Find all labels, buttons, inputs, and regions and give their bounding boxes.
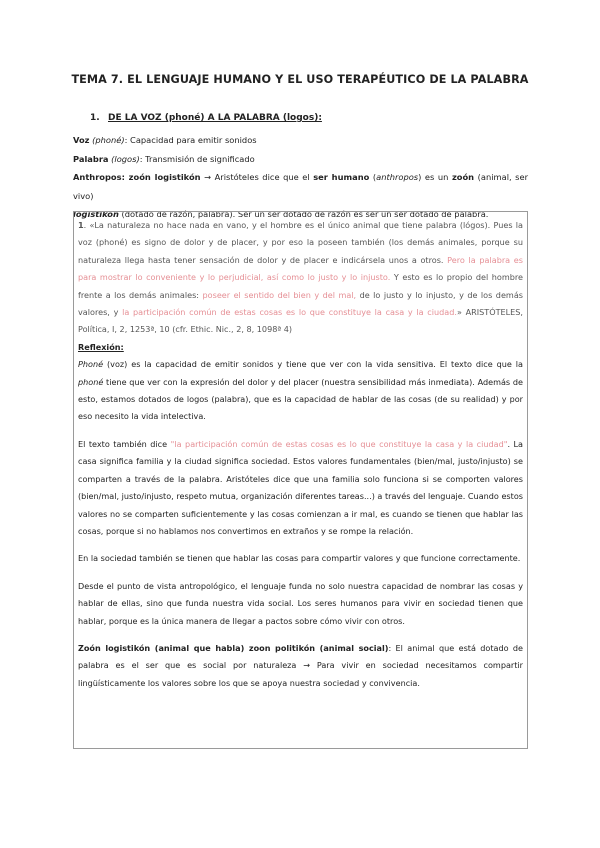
quote-number: 1	[78, 220, 84, 230]
definitions-block	[73, 131, 528, 224]
r2-text-b: . La casa significa familia y la ciudad significa sociedad. Estos valores fundamentales (bien/mal, justo/injusto) se comparten a través de la palabra. Aristóteles dice que una familia solo funciona si se comporten valores (bien/mal, justo/injusto, respeto mutua, organización diferentes tareas...) a través del lenguaje. Cuando estos valores no se comparten suficientemente y las cosas comienzan a ir mal, es cuando se tienen que hablar las cosas, porque si no hablamos nos convertimos en extraños y se rompe la relación.	[78, 438, 523, 536]
reflexion-paragraph-5	[78, 640, 523, 692]
r1-text-a: (voz) es la capacidad de emitir sonidos y tiene que ver con la vida sensitiva. El texto dice que la	[103, 359, 523, 370]
reflexion-paragraph-2	[78, 436, 523, 540]
def-logistikon-text: (dotado de razón, palabra). Ser un ser dotado de razón es ser un ser dotado de palabra.	[118, 209, 489, 219]
reflexion-paragraph-4: Desde el punto de vista antropológico, el lenguaje funda no solo nuestra capacidad de nombrar las cosas y hablar de ellas, sino que funda nuestra vida social. Los seres humanos para vivir en sociedad tienen que hablar, porque es la única manera de llegar a pactos sobre cómo vivir con otros.	[78, 580, 523, 626]
quote-text-a: . «La naturaleza no hace nada en vano, y el hombre es el único animal que tiene palabra (lógos). Pues la voz (phoné) es signo de dolor y de placer, y por eso la poseen también (los demás animales, porque su naturaleza llega hasta tener sensación de dolor y de placer e indicársela unos a otros.	[78, 220, 523, 265]
quote-highlight-2: poseer el sentido del bien y del mal,	[202, 289, 357, 300]
term-zoon: zoón	[451, 172, 475, 182]
r2-text-a: El texto también dice	[78, 438, 171, 449]
r2-highlight: "la participación común de estas cosas es lo que constituye la casa y la ciudad"	[170, 438, 508, 449]
section-number: 1.	[90, 113, 100, 123]
reflexion-heading: Reflexión:	[78, 341, 124, 352]
term-logistikon: logistikon	[73, 209, 119, 219]
term-anthropos-it: anthropos	[376, 172, 419, 182]
quote-text-c: de lo justo y lo injusto, y de los demás valores, y	[78, 289, 523, 318]
reflexion-paragraph-1	[78, 356, 523, 426]
term-voz: Voz	[73, 135, 90, 145]
def-animal: (animal, ser vivo)	[73, 172, 529, 201]
reflexion-paragraph-3: En la sociedad también se tienen que hablar las cosas para compartir valores y que funcione correctamente.	[78, 553, 521, 564]
term-phone-2: phoné	[78, 376, 104, 387]
quote-box	[73, 211, 528, 749]
def-anthropos-a: → Aristóteles dice que el	[200, 172, 314, 182]
def-voz-text: : Capacidad para emitir sonidos	[124, 135, 257, 145]
def-es-un: ) es un	[418, 172, 452, 182]
definition-palabra	[73, 150, 528, 169]
def-palabra-text: : Transmisión de significado	[139, 153, 255, 164]
r5-bold-term: Zoón logistikón (animal que habla) zoon politikón (animal social)	[78, 642, 389, 653]
quote-highlight-1: Pero la palabra es para mostrar lo conveniente y lo perjudicial, así como lo justo y lo injusto.	[78, 254, 523, 283]
quote-citation: » ARISTÓTELES, Política, I, 2, 1253ª, 10 (cfr. Ethic. Nic., 2, 8, 1098ª 4)	[78, 307, 523, 335]
term-anthropos: Anthropos: zoón logistikón	[73, 172, 201, 182]
r5-text: : El animal que está dotado de palabra es el ser que es social por naturaleza → Para vivir en sociedad necesitamos compartir lingüísticamente los valores sobre los que se apoya nuestra sociedad y convivencia.	[78, 642, 524, 688]
quote-text-b: Y esto es lo propio del hombre frente a los demás animales:	[78, 272, 523, 300]
section-heading	[90, 113, 322, 123]
definition-anthropos: Anthropos: zoón logistikón → Aristóteles dice que el ser humano (anthropos) es un zoón (animal, ser vivo)	[73, 172, 529, 201]
quote-highlight-3: la participación común de estas cosas es lo que constituye la casa y la ciudad.	[122, 307, 457, 318]
reflexion-label: Reflexión	[78, 341, 121, 352]
term-phone: Phoné	[78, 359, 104, 370]
page-title: TEMA 7. EL LENGUAJE HUMANO Y EL USO TERAPÉUTICO DE LA PALABRA	[71, 73, 529, 86]
aristotle-quote	[78, 217, 523, 339]
term-voz-paren: (phoné)	[92, 135, 125, 145]
term-palabra: Palabra	[73, 153, 109, 164]
r1-text-b: tiene que ver con la expresión del dolor y del placer (nuestra sensibilidad más inmediata). Además de esto, estamos dotados de logos (palabra), que es la capacidad de hablar de las cosas (de su realidad) y por eso necesito la vida intelectiva.	[78, 376, 523, 422]
section-title: DE LA VOZ (phoné) A LA PALABRA (logos):	[108, 113, 322, 123]
term-ser-humano: ser humano	[313, 172, 370, 182]
term-palabra-paren: (logos)	[111, 153, 140, 164]
definition-voz	[73, 131, 528, 150]
